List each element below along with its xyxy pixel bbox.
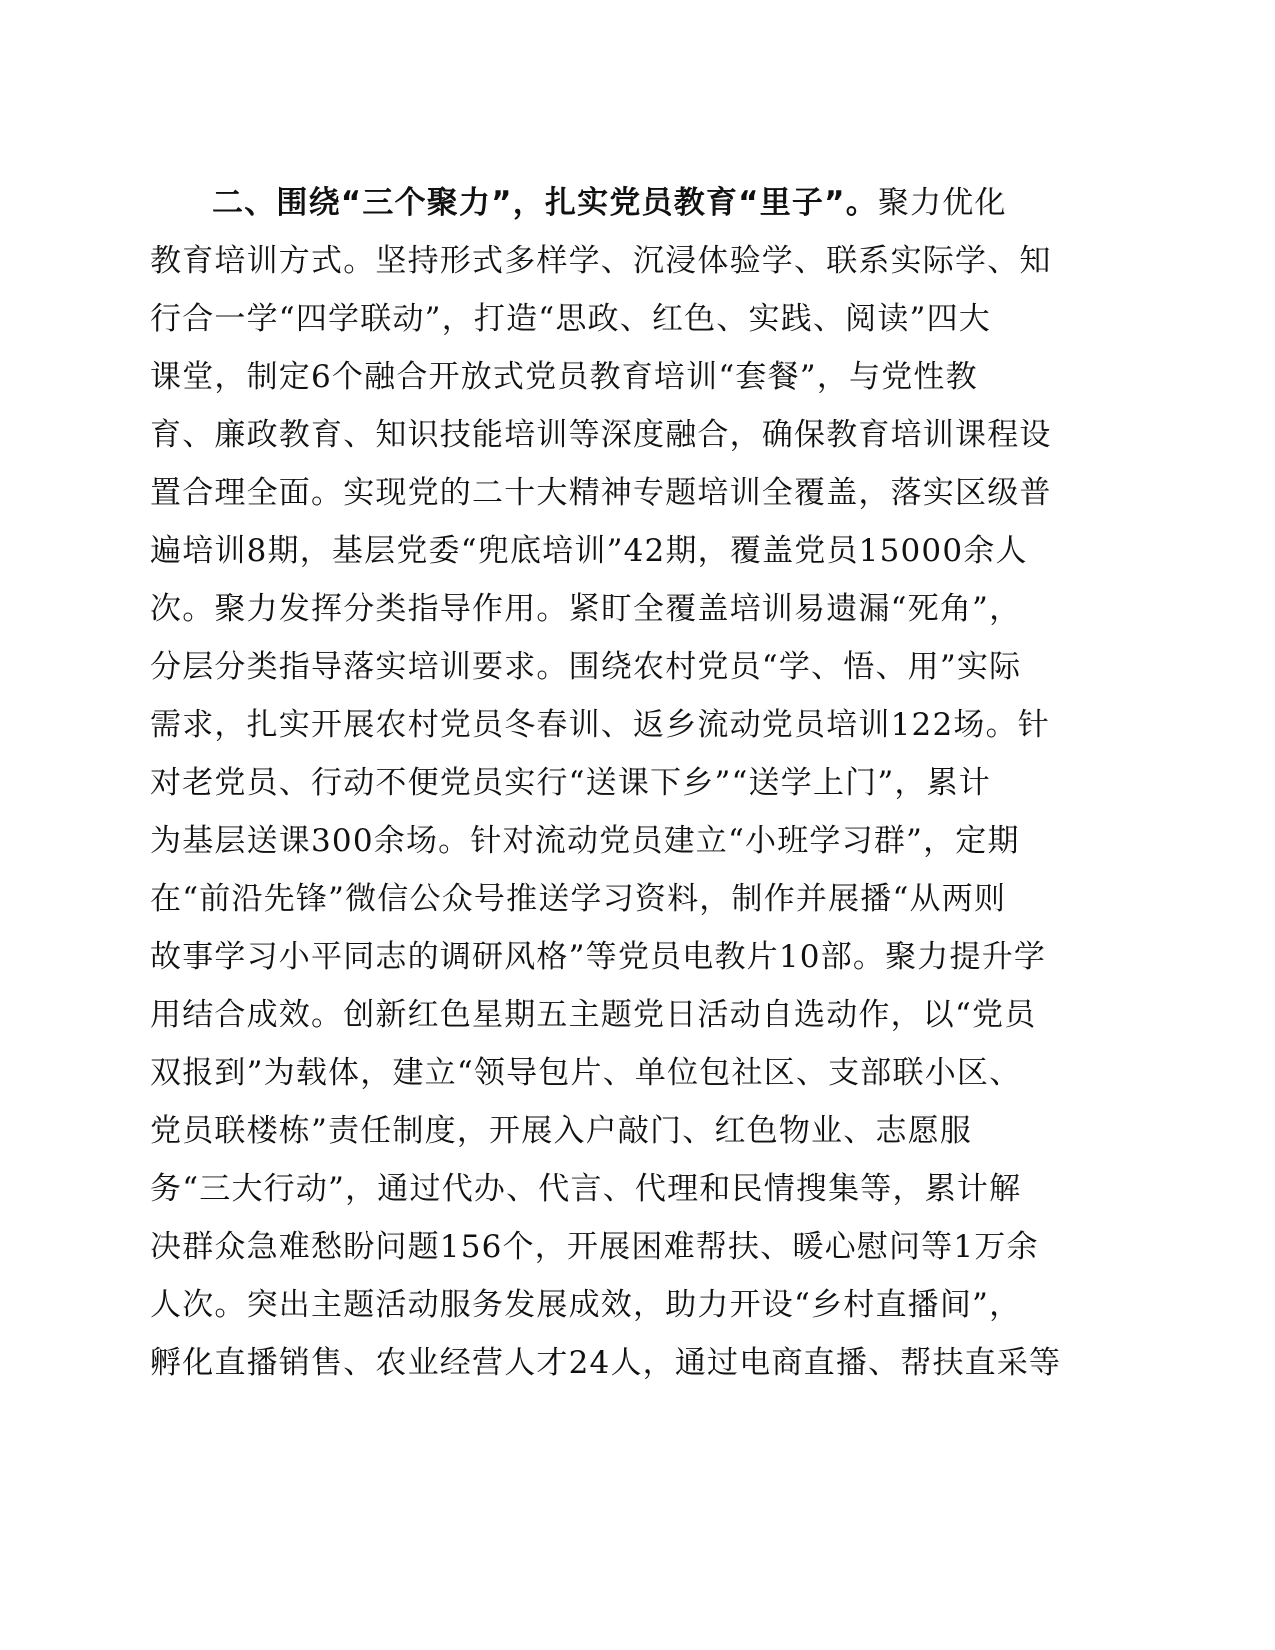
text-line: 务“三大行动”，通过代办、代言、代理和民情搜集等，累计解 xyxy=(150,1171,1022,1207)
text-line: 故事学习小平同志的调研风格”等党员电教片10部。聚力提升学 xyxy=(150,939,1047,975)
first-line xyxy=(150,174,1070,232)
text-line: 遍培训8期，基层党委“兜底培训”42期，覆盖党员15000余人 xyxy=(150,533,1028,569)
section-heading: 二、围绕“三个聚力”，扎实党员教育“里子”。 xyxy=(212,185,878,221)
text-line: 决群众急难愁盼问题156个，开展困难帮扶、暖心慰问等1万余 xyxy=(150,1229,1039,1265)
text-line: 用结合成效。创新红色星期五主题党日活动自选动作，以“党员 xyxy=(150,997,1037,1033)
text-line: 课堂，制定6个融合开放式党员教育培训“套餐”，与党性教 xyxy=(150,359,978,395)
text-line: 双报到”为载体，建立“领导包片、单位包社区、支部联小区、 xyxy=(150,1055,1022,1091)
text-line: 置合理全面。实现党的二十大精神专题培训全覆盖，落实区级普 xyxy=(150,475,1052,511)
text-line: 人次。突出主题活动服务发展成效，助力开设“乡村直播间”， xyxy=(150,1287,1022,1323)
text-line: 孵化直播销售、农业经营人才24人，通过电商直播、帮扶直采等 xyxy=(150,1345,1062,1381)
text-line: 在“前沿先锋”微信公众号推送学习资料，制作并展播“从两则 xyxy=(150,881,1007,917)
text-line: 对老党员、行动不便党员实行“送课下乡”“送学上门”，累计 xyxy=(150,765,991,801)
text-line: 需求，扎实开展农村党员冬春训、返乡流动党员培训122场。针 xyxy=(150,707,1050,743)
body-paragraph xyxy=(150,174,1070,1392)
first-line-text: 聚力优化 xyxy=(877,185,1007,221)
text-line: 次。聚力发挥分类指导作用。紧盯全覆盖培训易遗漏“死角”， xyxy=(150,591,1022,627)
text-line: 分层分类指导落实培训要求。围绕农村党员“学、悟、用”实际 xyxy=(150,649,1022,685)
text-line: 党员联楼栋”责任制度，开展入户敲门、红色物业、志愿服 xyxy=(150,1113,973,1149)
text-line: 育、廉政教育、知识技能培训等深度融合，确保教育培训课程设 xyxy=(150,417,1052,453)
text-line: 为基层送课300余场。针对流动党员建立“小班学习群”，定期 xyxy=(150,823,1020,859)
text-line: 行合一学“四学联动”，打造“思政、红色、实践、阅读”四大 xyxy=(150,301,991,337)
text-line: 教育培训方式。坚持形式多样学、沉浸体验学、联系实际学、知 xyxy=(150,243,1052,279)
